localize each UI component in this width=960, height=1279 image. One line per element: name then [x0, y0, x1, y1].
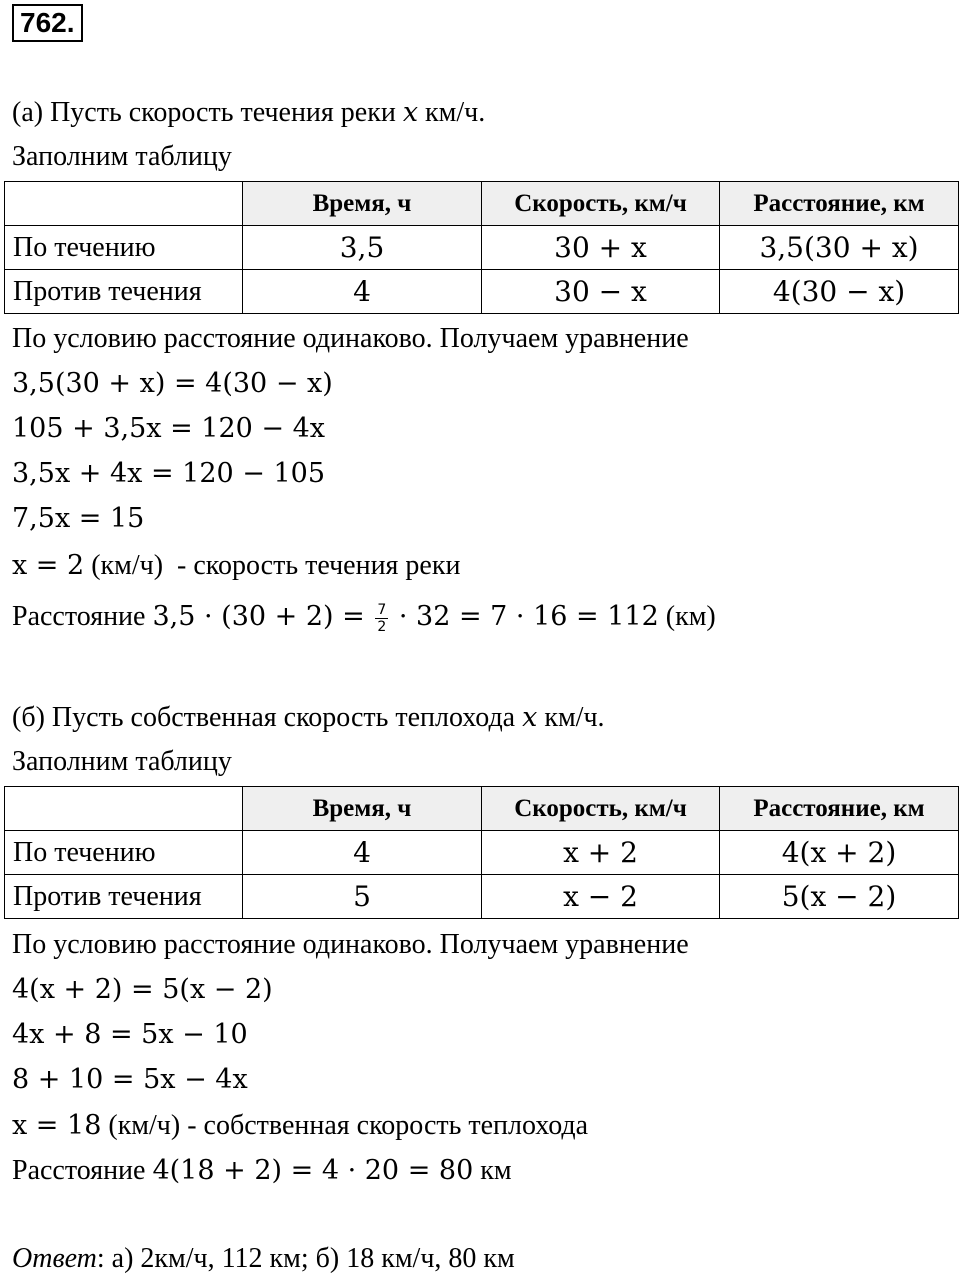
table-cell: 5(x − 2) [720, 875, 959, 919]
table-header-cell: Скорость, км/ч [482, 182, 720, 226]
table-cell: 30 + x [482, 226, 720, 270]
part-a-distance: Расстояние 3,5 · (30 + 2) = $\frac{7}{2}$ · 32 = 7 · 16 = 112 (км) [12, 601, 716, 636]
part-b-table [4, 786, 959, 919]
part-a-result: x = 2 (км/ч) - скорость течения реки [12, 550, 461, 581]
table-cell: x + 2 [482, 831, 720, 875]
table-cell: 5 [243, 875, 482, 919]
equation-line: 3,5x + 4x = 120 − 105 [12, 458, 326, 489]
table-cell: По течению [5, 226, 243, 270]
table-header-cell: Время, ч [243, 182, 482, 226]
part-a-intro: (а) Пусть скорость течения реки x км/ч. [12, 97, 486, 128]
part-b-condition: По условию расстояние одинаково. Получаем уравнение [12, 929, 689, 960]
table-header-cell: Скорость, км/ч [482, 787, 720, 831]
equation-line: 7,5x = 15 [12, 503, 145, 534]
part-b-distance: Расстояние 4(18 + 2) = 4 · 20 = 80 км [12, 1155, 512, 1186]
table-cell: Против течения [5, 270, 243, 314]
variable-x: x [402, 97, 419, 128]
table-cell: 3,5(30 + x) [720, 226, 959, 270]
table-row [5, 875, 959, 919]
table-cell: 4(30 − x) [720, 270, 959, 314]
table-cell: 4 [243, 831, 482, 875]
table-header-row [5, 182, 959, 226]
table-cell: 4(x + 2) [720, 831, 959, 875]
table-header-cell [5, 787, 243, 831]
variable-x: x [522, 702, 538, 733]
table-cell: 30 − x [482, 270, 720, 314]
equation-line: 4(x + 2) = 5(x − 2) [12, 974, 273, 1005]
part-a-table [4, 181, 959, 314]
table-cell: x − 2 [482, 875, 720, 919]
table-cell: По течению [5, 831, 243, 875]
fraction: $\frac{7}{2}$ [377, 602, 387, 636]
table-row [5, 226, 959, 270]
table-row [5, 270, 959, 314]
answer [12, 1242, 515, 1276]
table-row [5, 831, 959, 875]
equation-line: 4x + 8 = 5x − 10 [12, 1019, 248, 1050]
equation-line: 8 + 10 = 5x − 4x [12, 1064, 248, 1095]
part-b-intro: (б) Пусть собственная скорость теплохода x км/ч. [12, 702, 605, 733]
table-header-row [5, 787, 959, 831]
table-header-cell [5, 182, 243, 226]
table-header-cell: Время, ч [243, 787, 482, 831]
equation-line: 3,5(30 + x) = 4(30 − x) [12, 368, 333, 399]
table-cell: 4 [243, 270, 482, 314]
equation-line: 105 + 3,5x = 120 − 4x [12, 413, 326, 444]
table-header-cell: Расстояние, км [720, 182, 959, 226]
table-header-cell: Расстояние, км [720, 787, 959, 831]
part-a-condition: По условию расстояние одинаково. Получаем уравнение [12, 323, 689, 354]
answer-label: Ответ [12, 1243, 97, 1274]
table-cell: Против течения [5, 875, 243, 919]
part-a-fill-table: Заполним таблицу [12, 141, 232, 172]
part-b-result: x = 18 (км/ч) - собственная скорость теплохода [12, 1110, 589, 1141]
table-cell: 3,5 [243, 226, 482, 270]
answer-text: : а) 2км/ч, 112 км; б) 18 км/ч, 80 км [96, 1243, 515, 1274]
part-b-fill-table: Заполним таблицу [12, 746, 232, 777]
problem-number: 762. [12, 4, 83, 42]
